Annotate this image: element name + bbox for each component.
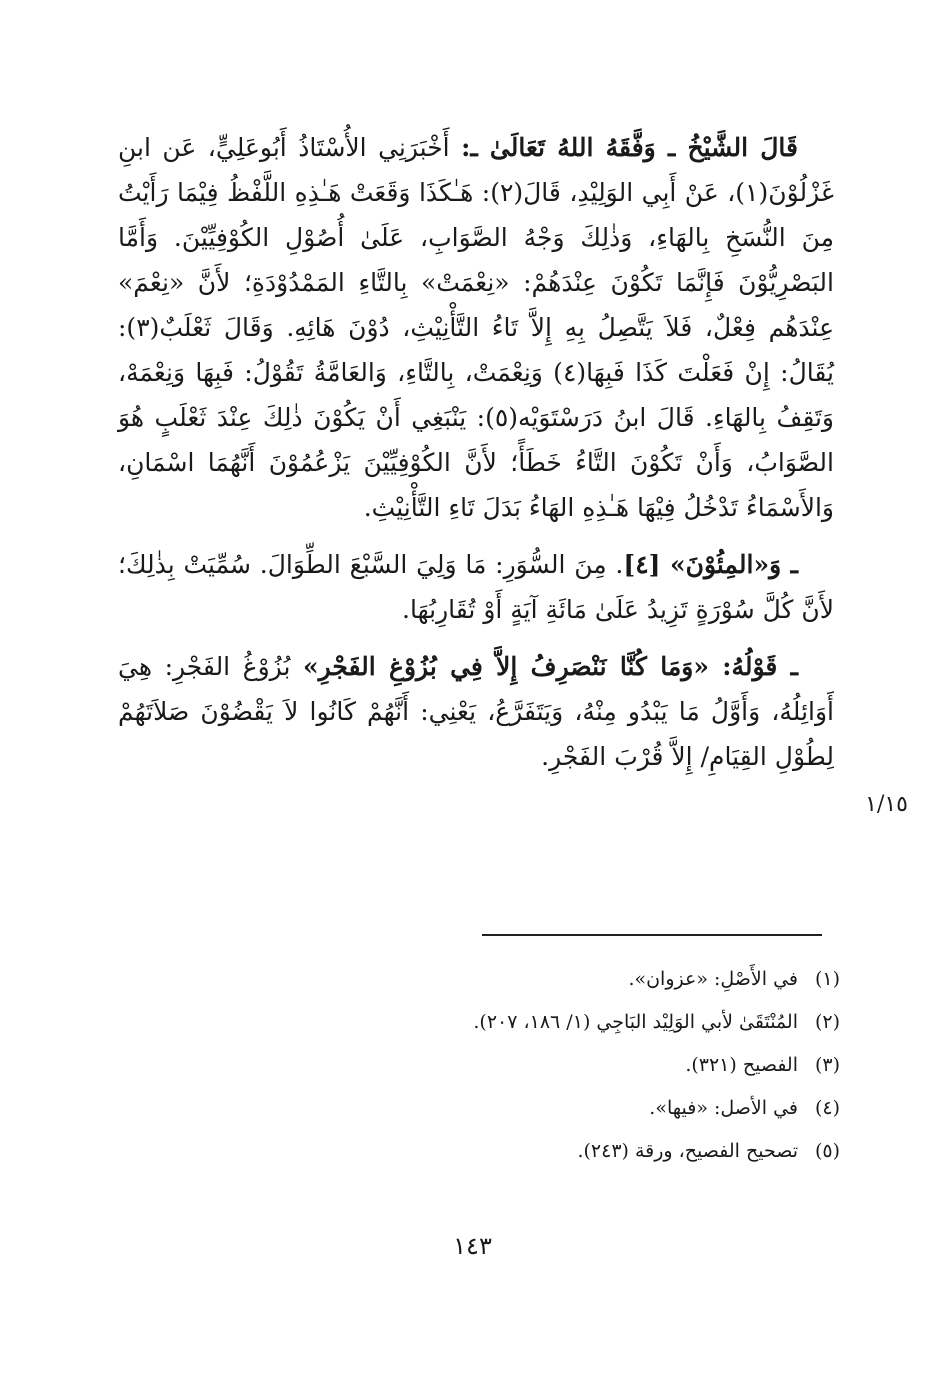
manuscript-folio-ref: ١/١٥: [865, 792, 908, 817]
footnote-text: في الأصل: «فيها».: [649, 1097, 798, 1119]
footnote-text: في الأَصْلِ: «عزوان».: [628, 968, 798, 990]
paragraph-3-lead: ـ قَوْلُهُ: «وَمَا كُنَّا نَنْصَرِفُ إِلاَّ فِي بُزُوْغِ الفَجْرِ»: [302, 652, 798, 681]
paragraph-2-lead: ـ وَ«المِئُوْنَ» [٤]: [623, 550, 798, 579]
footnote-text: تصحيح الفصيح، ورقة (٢٤٣).: [577, 1140, 798, 1162]
footnote-number: (٥): [814, 1140, 840, 1162]
footnote-separator: [482, 934, 822, 936]
footnote-item: [300, 958, 840, 1001]
page-number: ١٤٣: [453, 1232, 492, 1260]
footnote-item: [300, 1001, 840, 1044]
paragraph-3-text: بُزُوْغُ الفَجْرِ: هِيَ أَوَائِلُهُ، وَأَوَّلُ مَا يَبْدُو مِنْهُ، وَيَتَفَرَّعُ، يَعْنِي: أَنَّهُمْ كَانُوا لاَ يَقْضُوْنَ صَلاَتَهُمْ لِطُوْلِ القِيَامِ/ إِلاَّ قُرْبَ الفَجْرِ.: [118, 652, 834, 771]
paragraph-1-lead: قَالَ الشَّيْخُ ـ وَفَّقَهُ اللهُ تَعَالَىٰ ـ:: [461, 133, 798, 162]
footnote-number: (٢): [814, 1011, 840, 1033]
paragraph-2-text: . مِنَ السُّوَرِ: مَا وَلِيَ السَّبْعَ الطِّوَالَ. سُمِّيَتْ بِذٰلِكَ؛ لأَنَّ كُلَّ سُوْرَةٍ تَزِيدُ عَلَىٰ مَائَةِ آيَةٍ أَوْ تُقَارِبُهَا.: [118, 550, 834, 624]
footnote-item: [300, 1044, 840, 1087]
footnote-number: (١): [814, 968, 840, 990]
footnote-text: الفصيح (٣٢١).: [685, 1054, 798, 1076]
footnote-number: (٤): [814, 1097, 840, 1119]
footnote-item: [300, 1130, 840, 1173]
footnote-number: (٣): [814, 1054, 840, 1076]
paragraph-1-text: أَخْبَرَنِي الأُسْتَاذُ أَبُوعَلِيٍّ، عَن ابنِ غَزْلُوْنَ(١)، عَنْ أَبِي الوَلِيْدِ، قَالَ(٢): هَـٰكَذَا وَقَعَتْ هَـٰذِهِ اللَّفْظُ فِيْمَا رَأَيْتُ مِنَ النُّسَخِ بِالهَاءِ، وَذٰلِكَ وَجْهُ الصَّوَابِ، عَلَىٰ أُصُوْلِ الكُوْفِيِّيْنَ. وَأَمَّا البَصْرِيُّوْنَ فَإِنَّمَا تَكُوْنَ عِنْدَهُمْ: «نِعْمَتْ» بِالتَّاءِ المَمْدُوْدَةِ؛ لأَنَّ «نِعْمَ» عِنْدَهُم فِعْلٌ، فَلاَ يَتَّصِلُ بِهِ إِلاَّ تَاءُ التَّأْنِيْثِ، دُوْنَ هَائِهِ. وَقَالَ ثَعْلَبٌ(٣): يُقَالُ: إِنْ فَعَلْتَ كَذَا فَبِهَا(٤) وَنِعْمَتْ، بِالتَّاءِ، وَالعَامَّةُ تَقُوْلُ: فَبِهَا وَنِعْمَهْ، وَتَقِفُ بِالهَاءِ. قَالَ ابنُ دَرَسْتَوَيْه(٥): يَنْبَغِي أَنْ يَكُوْنَ ذٰلِكَ عِنْدَ ثَعْلَبٍ هُوَ الصَّوَابُ، وَأَنْ تَكُوْنَ التَّاءُ خَطَأً؛ لأَنَّ الكُوْفِيِّيْنَ يَزْعُمُوْنَ أَنَّهُمَا اسْمَانِ، وَالأَسْمَاءُ تَدْخُلُ فِيْهَا هَـٰذِهِ الهَاءُ بَدَلَ تَاءِ التَّأْنِيْثِ.: [118, 133, 834, 522]
paragraph-3: [118, 644, 834, 779]
paragraph-2: [118, 542, 834, 632]
main-text: [118, 125, 834, 791]
paragraph-1: [118, 125, 834, 530]
footnote-item: [300, 1087, 840, 1130]
footnotes: [300, 958, 840, 1173]
footnote-text: المُنْتَقَىٰ لأبي الوَلِيْد البَاجِي (١/ ١٨٦، ٢٠٧).: [473, 1011, 798, 1033]
